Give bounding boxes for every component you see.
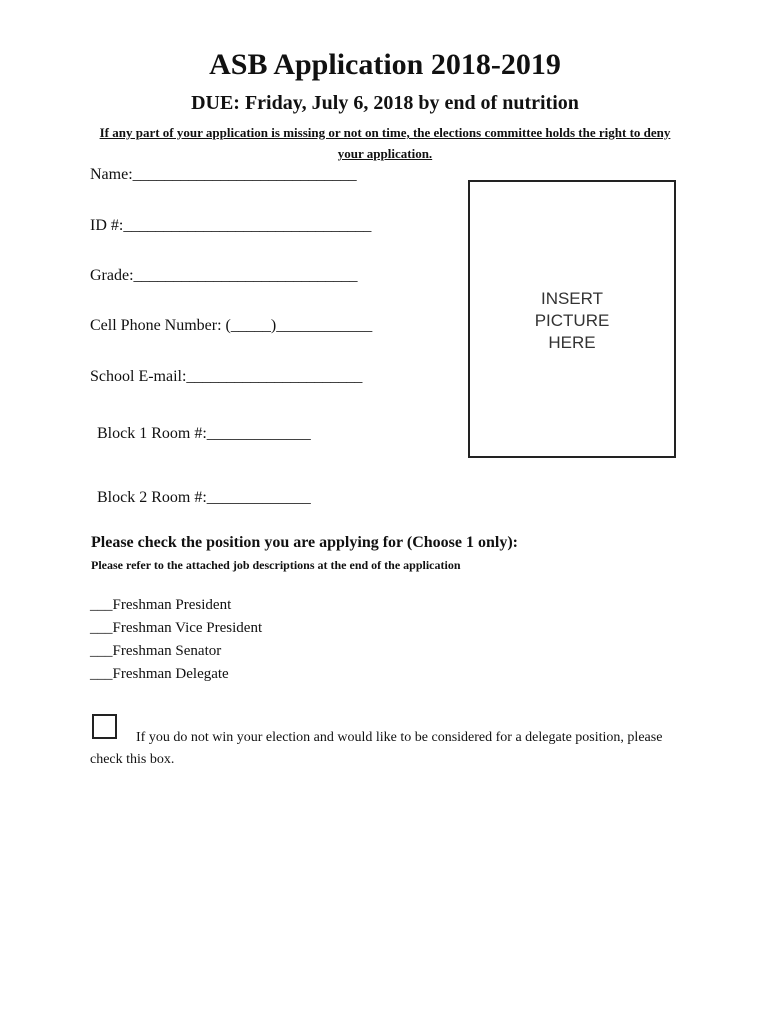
due-date-heading: DUE: Friday, July 6, 2018 by end of nutrition [191,92,579,114]
photo-placeholder-label [470,288,674,354]
position-heading: Please check the position you are applying for (Choose 1 only): [91,534,518,551]
id-field[interactable]: ID #:_______________________________ [90,217,372,234]
school-email-field[interactable]: School E-mail:______________________ [90,368,363,385]
photo-label-line-1: INSERT [540,289,604,308]
option-freshman-president[interactable]: ___Freshman President [90,597,232,613]
page-title: ASB Application 2018-2019 [209,48,561,81]
name-field[interactable]: Name:____________________________ [90,166,357,183]
option-freshman-delegate[interactable]: ___Freshman Delegate [90,666,229,682]
option-freshman-senator[interactable]: ___Freshman Senator [90,643,222,659]
grade-field[interactable]: Grade:____________________________ [90,267,358,284]
block1-room-field[interactable]: Block 1 Room #:_____________ [97,425,311,442]
block2-room-field[interactable]: Block 2 Room #:_____________ [97,489,311,506]
option-freshman-vice-president[interactable]: ___Freshman Vice President [90,620,263,636]
photo-label-line-3: HERE [548,333,596,352]
position-note: Please refer to the attached job descriptions at the end of the application [91,558,461,572]
delegate-consideration-text: If you do not win your election and would like to be considered for a delegate position, please check this box. [90,730,663,767]
cell-phone-field[interactable]: Cell Phone Number: (_____)____________ [90,317,373,334]
late-application-warning: If any part of your application is missing or not on time, the elections committee holds the right to deny your application. [99,125,671,161]
photo-placeholder[interactable] [468,180,676,458]
photo-label-line-2: PICTURE [534,311,610,330]
